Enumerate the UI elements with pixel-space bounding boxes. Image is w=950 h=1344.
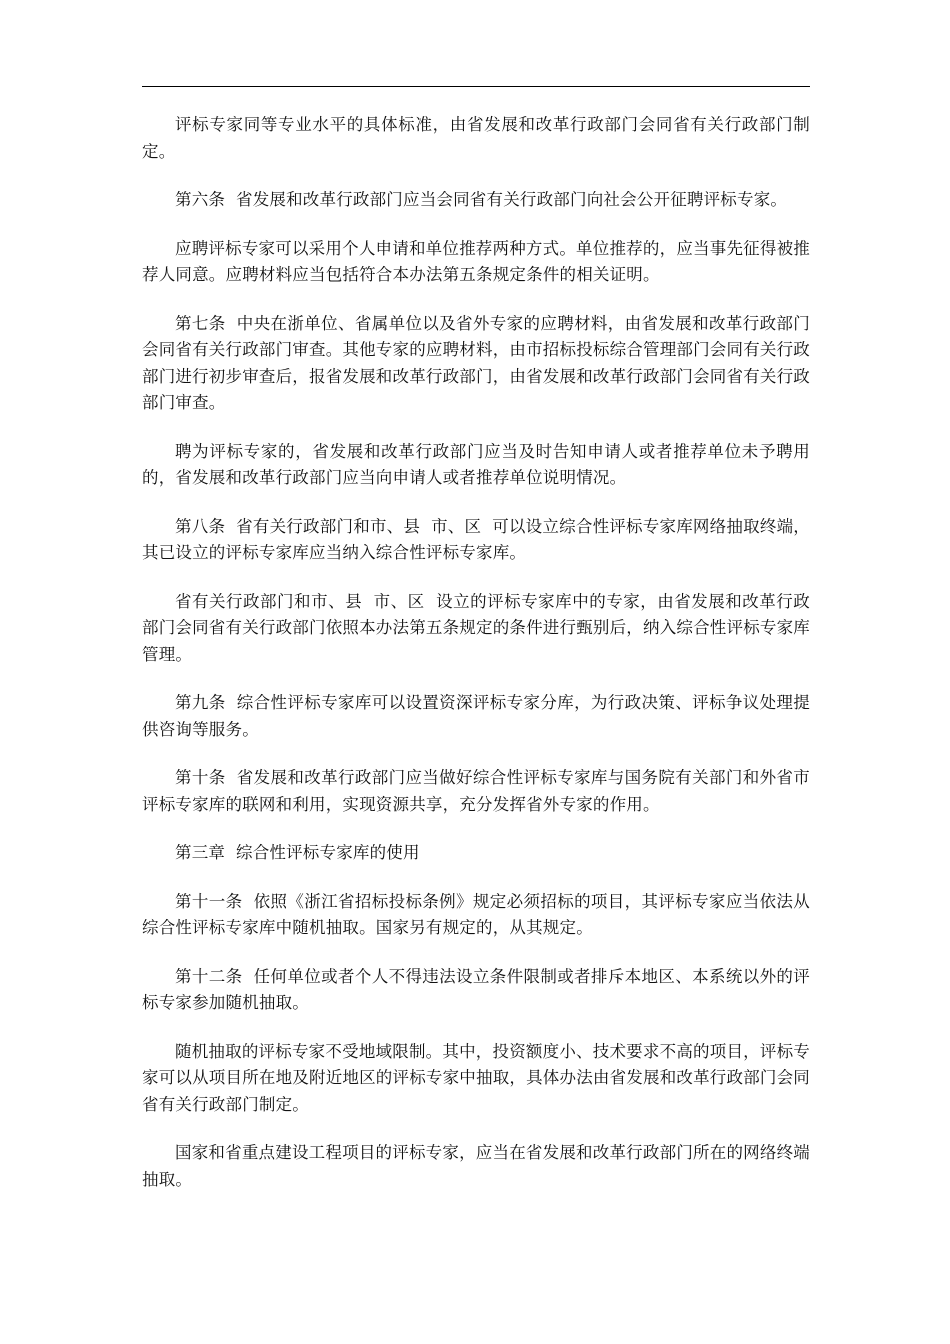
paragraph-article-9: 第九条 综合性评标专家库可以设置资深评标专家分库，为行政决策、评标争议处理提供咨询等服务。: [142, 693, 810, 739]
paragraph-article-11: 第十一条 依照《浙江省招标投标条例》规定必须招标的项目，其评标专家应当依法从综合性评标专家库中随机抽取。国家另有规定的，从其规定。: [142, 891, 810, 937]
paragraph-key-projects: 国家和省重点建设工程项目的评标专家，应当在省发展和改革行政部门所在的网络终端抽取。: [142, 1143, 810, 1189]
paragraph-article-7: 第七条 中央在浙单位、省属单位以及省外专家的应聘材料，由省发展和改革行政部门会同省有关行政部门审查。其他专家的应聘材料，由市招标投标综合管理部门会同有关行政部门进行初步审查后，报省发展和改革行政部门，由省发展和改革行政部门会同省有关行政部门审查。: [142, 313, 810, 412]
document-body: [142, 112, 810, 1215]
paragraph-hiring-notice: 聘为评标专家的，省发展和改革行政部门应当及时告知申请人或者推荐单位未予聘用的，省发展和改革行政部门应当向申请人或者推荐单位说明情况。: [142, 441, 810, 487]
paragraph-article-10: 第十条 省发展和改革行政部门应当做好综合性评标专家库与国务院有关部门和外省市评标专家库的联网和利用，实现资源共享，充分发挥省外专家的作用。: [142, 768, 810, 814]
paragraph-article-12: 第十二条 任何单位或者个人不得违法设立条件限制或者排斥本地区、本系统以外的评标专家参加随机抽取。: [142, 966, 810, 1012]
paragraph-expert-standard: 评标专家同等专业水平的具体标准，由省发展和改革行政部门会同省有关行政部门制定。: [142, 115, 810, 161]
paragraph-article-6: 第六条 省发展和改革行政部门应当会同省有关行政部门向社会公开征聘评标专家。: [175, 190, 788, 209]
paragraph-article-8: 第八条 省有关行政部门和市、县 市、区 可以设立综合性评标专家库网络抽取终端，其已设立的评标专家库应当纳入综合性评标专家库。: [142, 516, 810, 562]
chapter-3-heading: 第三章 综合性评标专家库的使用: [175, 843, 420, 862]
paragraph-random-selection: 随机抽取的评标专家不受地域限制。其中，投资额度小、技术要求不高的项目，评标专家可以从项目所在地及附近地区的评标专家中抽取，具体办法由省发展和改革行政部门会同省有关行政部门制定。: [142, 1041, 810, 1114]
paragraph-application-methods: 应聘评标专家可以采用个人申请和单位推荐两种方式。单位推荐的，应当事先征得被推荐人同意。应聘材料应当包括符合本办法第五条规定条件的相关证明。: [142, 238, 810, 284]
header-divider: [142, 86, 810, 87]
paragraph-expert-library-screening: 省有关行政部门和市、县 市、区 设立的评标专家库中的专家，由省发展和改革行政部门会同省有关行政部门依照本办法第五条规定的条件进行甄别后，纳入综合性评标专家库管理。: [142, 591, 810, 664]
